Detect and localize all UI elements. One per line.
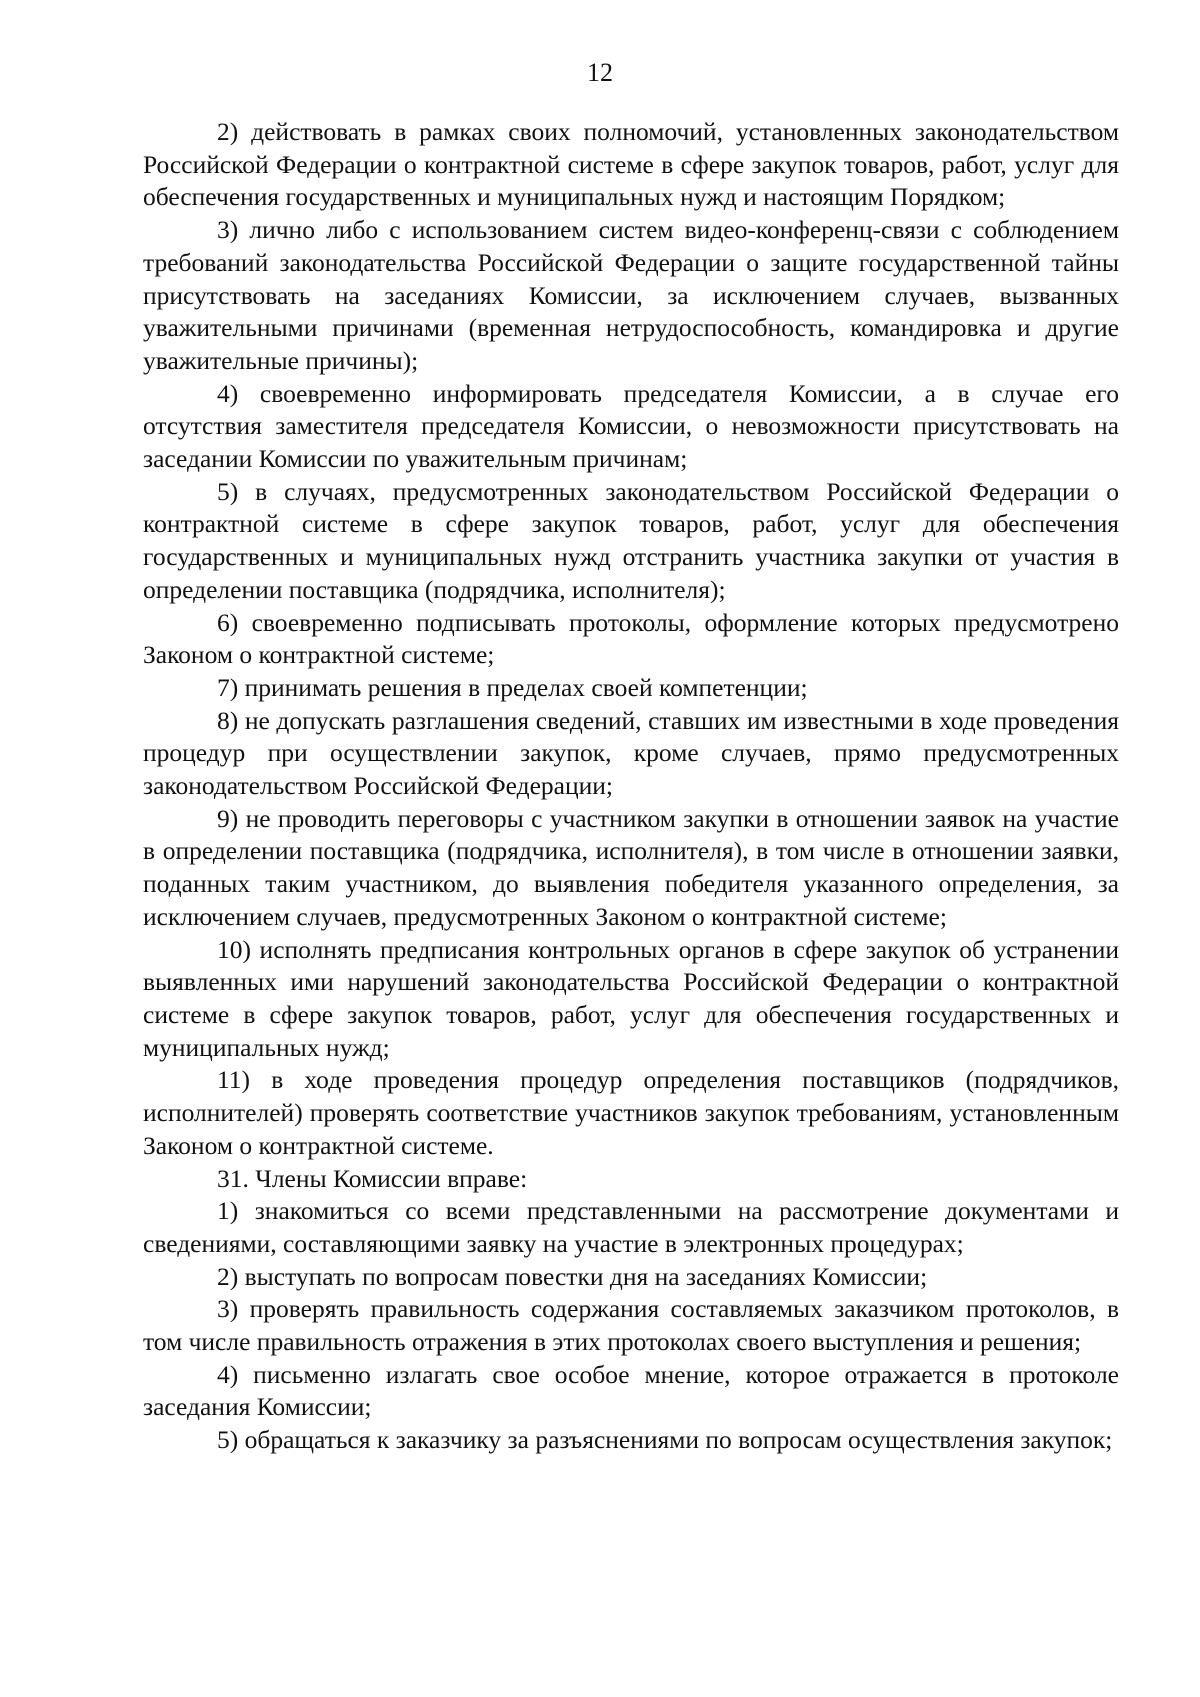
paragraph-item-2: 2) действовать в рамках своих полномочий, установленных законодательством Российской Федерации о контрактной системе в сфере закупок товаров, работ, услуг для обеспечения государственных и муниципальных нужд и настоящим Порядком;: [143, 117, 1119, 212]
section-heading-31: 31. Члены Комиссии вправе:: [217, 1163, 528, 1193]
paragraph-item-9: 9) не проводить переговоры с участником закупки в отношении заявок на участие в определении поставщика (подрядчика, исполнителя), в том числе в отношении заявки, поданных таким участником, до выявления победителя указанного определения, за исключением случаев, предусмотренных Законом о контрактной системе;: [143, 803, 1119, 931]
paragraph-item-5: 5) в случаях, предусмотренных законодательством Российской Федерации о контрактной системе в сфере закупок товаров, работ, услуг для обеспечения государственных и муниципальных нужд отстранить участника закупки от участия в определении поставщика (подрядчика, исполнителя);: [143, 476, 1119, 604]
rights-item-4: 4) письменно излагать свое особое мнение, которое отражается в протоколе заседания Комиссии;: [143, 1359, 1119, 1422]
rights-item-3: 3) проверять правильность содержания составляемых заказчиком протоколов, в том числе правильность отражения в этих протоколах своего выступления и решения;: [143, 1294, 1119, 1357]
rights-item-2: 2) выступать по вопросам повестки дня на заседаниях Комиссии;: [217, 1261, 928, 1291]
rights-item-1: 1) знакомиться со всеми представленными на рассмотрение документами и сведениями, составляющими заявку на участие в электронных процедурах;: [143, 1196, 1119, 1258]
page-number: 12: [587, 58, 613, 87]
paragraph-item-11: 11) в ходе проведения процедур определения поставщиков (подрядчиков, исполнителей) проверять соответствие участников закупок требованиям, установленным Законом о контрактной системе.: [143, 1065, 1119, 1160]
paragraph-item-3: 3) лично либо с использованием систем видео-конференц-связи с соблюдением требований законодательства Российской Федерации о защите государственной тайны присутствовать на заседаниях Комиссии, за исключением случаев, вызванных уважительными причинами (временная нетрудоспособность, командировка и другие уважительные причины);: [143, 215, 1119, 375]
rights-item-5: 5) обращаться к заказчику за разъяснениями по вопросам осуществления закупок;: [217, 1425, 1113, 1455]
paragraph-item-4: 4) своевременно информировать председателя Комиссии, а в случае его отсутствия заместителя председателя Комиссии, о невозможности присутствовать на заседании Комиссии по уважительным причинам;: [143, 378, 1119, 474]
paragraph-item-8: 8) не допускать разглашения сведений, ставших им известными в ходе проведения процедур при осуществлении закупок, кроме случаев, прямо предусмотренных законодательством Российской Федерации;: [143, 705, 1119, 801]
paragraph-item-6: 6) своевременно подписывать протоколы, оформление которых предусмотрено Законом о контрактной системе;: [143, 607, 1119, 670]
paragraph-item-7: 7) принимать решения в пределах своей компетенции;: [217, 672, 808, 702]
paragraph-item-10: 10) исполнять предписания контрольных органов в сфере закупок об устранении выявленных ими нарушений законодательства Российской Федерации о контрактной системе в сфере закупок товаров, работ, услуг для обеспечения государственных и муниципальных нужд;: [143, 934, 1119, 1062]
document-body: [143, 116, 1119, 1457]
